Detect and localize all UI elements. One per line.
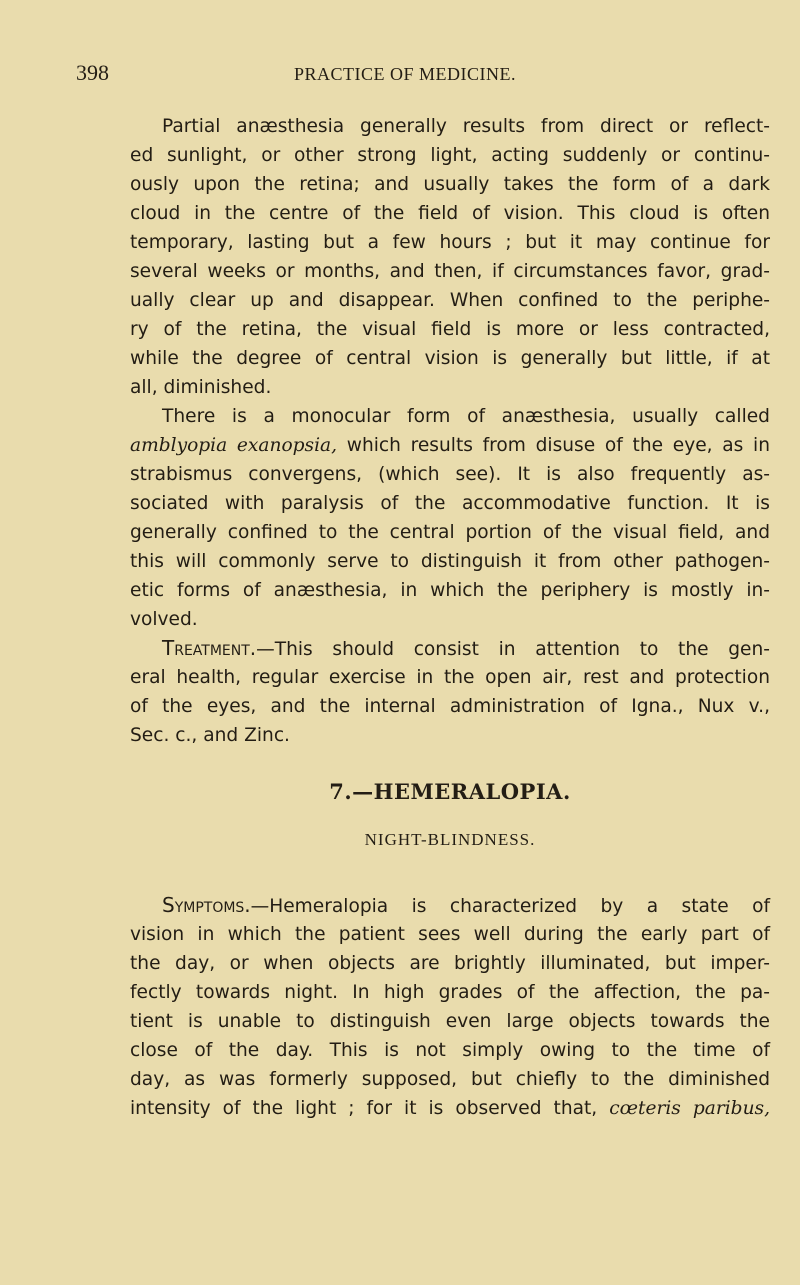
text-span: —This should consist in attention to the gen- (256, 639, 770, 660)
text-line (130, 460, 770, 489)
text-line (130, 518, 770, 547)
text-line (130, 634, 770, 663)
page-body (130, 112, 770, 1123)
section-heading: 7.—HEMERALOPIA. (329, 779, 571, 804)
text-span: cloud in the centre of the field of vision. This cloud is often (130, 203, 770, 224)
text-line (130, 1065, 770, 1094)
running-header (0, 58, 800, 88)
text-line (130, 547, 770, 576)
text-span: ually clear up and disappear. When confined to the periphe- (130, 290, 770, 311)
section-subheading: NIGHT-BLINDNESS. (364, 830, 536, 849)
text-span: temporary, lasting but a few hours ; but it may continue for (130, 232, 770, 253)
text-span: generally confined to the central portion of the visual field, and (130, 522, 770, 543)
text-line (130, 605, 770, 634)
text-line (130, 402, 770, 431)
text-line (130, 1036, 770, 1065)
text-span: strabismus convergens, (which see). It is also frequently as- (130, 464, 770, 485)
text-line (130, 920, 770, 949)
text-span: of the eyes, and the internal administration of Igna., Nux v., (130, 696, 770, 717)
text-line (130, 228, 770, 257)
text-line (130, 692, 770, 721)
text-span: Sec. c., and Zinc. (130, 725, 290, 746)
text-line (130, 373, 770, 402)
paragraph (130, 112, 770, 402)
text-span: while the degree of central vision is generally but little, if at (130, 348, 770, 369)
italic-term: amblyopia exanopsia, (130, 435, 338, 456)
text-span: day, as was formerly supposed, but chiefly to the diminished (130, 1069, 770, 1090)
text-span: all, diminished. (130, 377, 272, 398)
text-line (130, 257, 770, 286)
text-line (130, 199, 770, 228)
text-span: close of the day. This is not simply owing to the time of (130, 1040, 770, 1061)
text-line (130, 141, 770, 170)
text-span: the day, or when objects are brightly illuminated, but imper- (130, 953, 770, 974)
text-span: ry of the retina, the visual field is more or less contracted, (130, 319, 770, 340)
run-in-heading: Treatment. (162, 636, 257, 660)
text-span: which results from disuse of the eye, as in (337, 435, 770, 456)
text-span: vision in which the patient sees well during the early part of (130, 924, 770, 945)
text-span: tient is unable to distinguish even large objects towards the (130, 1011, 770, 1032)
text-line (130, 663, 770, 692)
text-line (130, 1094, 770, 1123)
text-line (130, 315, 770, 344)
text-line (130, 170, 770, 199)
text-span: several weeks or months, and then, if circumstances favor, grad- (130, 261, 770, 282)
paragraph (130, 634, 770, 750)
text-line (130, 1007, 770, 1036)
text-line (130, 721, 770, 750)
text-line (130, 489, 770, 518)
text-line (130, 431, 770, 460)
running-title: PRACTICE OF MEDICINE. (293, 64, 516, 84)
page-number: 398 (76, 60, 109, 85)
text-span: sociated with paralysis of the accommodative function. It is (130, 493, 770, 514)
text-span: Partial anæsthesia generally results from direct or reflect- (162, 116, 770, 137)
italic-term: cœteris paribus, (609, 1098, 771, 1119)
text-span: fectly towards night. In high grades of the affection, the pa- (130, 982, 770, 1003)
text-span: ed sunlight, or other strong light, acting suddenly or continu- (130, 145, 770, 166)
text-span: eral health, regular exercise in the open air, rest and protection (130, 667, 770, 688)
text-line (130, 286, 770, 315)
text-span: ously upon the retina; and usually takes the form of a dark (130, 174, 770, 195)
text-line (130, 576, 770, 605)
text-line (130, 344, 770, 373)
text-span: There is a monocular form of anæsthesia, usually called (162, 406, 770, 427)
text-line (130, 949, 770, 978)
text-line (130, 978, 770, 1007)
text-span: —Hemeralopia is characterized by a state of (250, 896, 770, 917)
text-line (130, 891, 770, 920)
run-in-heading: Symptoms. (162, 893, 251, 917)
text-span: intensity of the light ; for it is observed that, (130, 1098, 610, 1119)
paragraph (130, 402, 770, 634)
paragraph (130, 891, 770, 1123)
text-span: volved. (130, 609, 198, 630)
text-span: etic forms of anæsthesia, in which the periphery is mostly in- (130, 580, 770, 601)
text-span: this will commonly serve to distinguish it from other pathogen- (130, 551, 770, 572)
text-line (130, 112, 770, 141)
